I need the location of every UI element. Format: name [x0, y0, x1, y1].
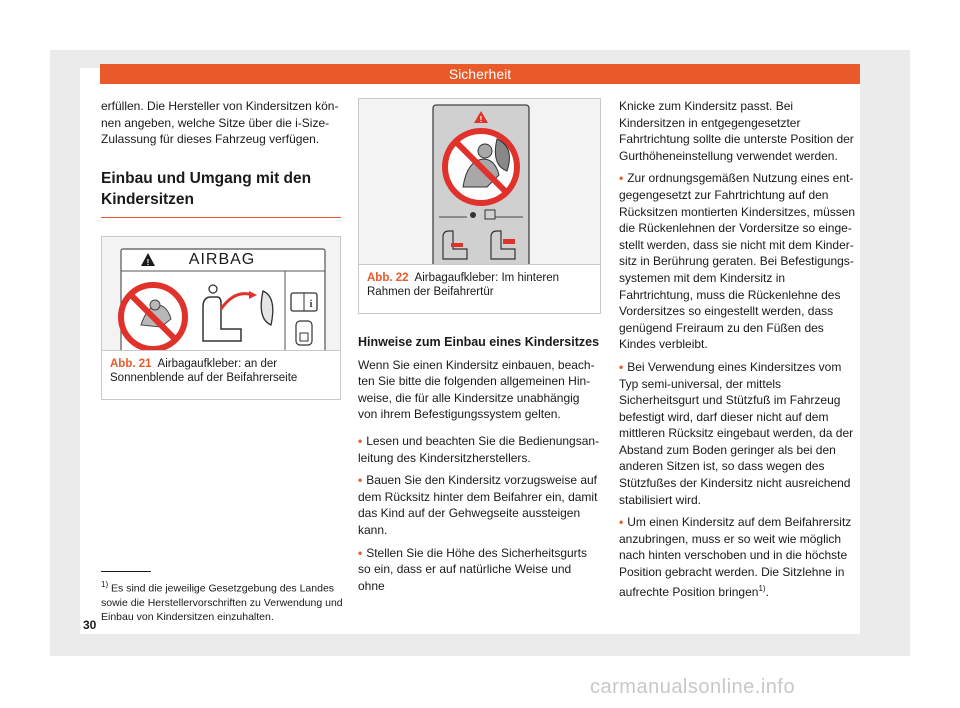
intro-text: erfüllen. Die Hersteller von Kindersitzen können angeben, welche Sitze über die i-Size-Zulassung für dieses Fahrzeug verfügen.	[101, 99, 339, 147]
figure-caption-area	[102, 350, 340, 399]
figure-caption-area	[359, 264, 600, 313]
column-left	[101, 98, 341, 400]
figure-caption-text: Airbagaufkleber: an der Sonnenblende auf der Beifahrerseite	[110, 357, 298, 384]
bullet-icon: •	[358, 473, 363, 488]
bullet-icon: •	[619, 359, 624, 374]
figure-22	[358, 98, 601, 314]
svg-text:!: !	[479, 115, 483, 124]
column-right	[619, 98, 859, 606]
watermark: carmanualsonline.info	[590, 676, 796, 698]
figure-number: Abb. 21	[110, 357, 152, 370]
subsection-heading: Hinweise zum Einbau eines Kindersitzes	[358, 335, 600, 349]
list-item-text: Zur ordnungsgemäßen Nutzung eines entgegengesetzt zur Fahrtrichtung auf den Rücksitzen montierten Kindersitzes, müssen die Rückenlehnen der Vordersitze so eingestellt werden, dass sie nicht mit dem Kindersitz in Berührung geraten. Bei Befestigungssystemen mit dem Kindersitz in Fahrtrichtung, muss die Rückenlehne des Vordersitzes so eingestellt werden, dass genügend Freiraum zu den Füßen des Kindes verbleibt.	[619, 171, 856, 352]
list-item-text: Stellen Sie die Höhe des Sicherheitsgurts so ein, dass er auf natürliche Weise und ohne	[358, 545, 587, 593]
intro-text: Wenn Sie einen Kindersitz einbauen, beachten Sie bitte die folgenden allgemeinen Hinweise, die für alle Kindersitze unabhängig von ihrem Befestigungssystem gelten.	[358, 357, 595, 422]
list-item	[358, 545, 601, 595]
section-heading: Einbau und Umgang mit den Kindersitzen	[101, 168, 341, 218]
sticker-label: AIRBAG	[188, 250, 256, 268]
list-item	[619, 514, 859, 600]
svg-text:i: i	[309, 298, 313, 310]
figure-caption-text: Airbagaufkleber: Im hinteren Rahmen der Beifahrertür	[367, 272, 560, 298]
footnote-text: Es sind die jeweilige Gesetzgebung des Landes sowie die Herstellervorschriften zu Verwendung und Einbau von Kindersitzen einzuhalten.	[101, 582, 343, 623]
list-item-text: Lesen und beachten Sie die Bedienungsanleitung des Kindersitzherstellers.	[358, 433, 600, 465]
figure-number: Abb. 22	[367, 272, 409, 284]
footnote-marker: 1)	[101, 580, 109, 589]
door-frame-sticker-illustration	[359, 99, 600, 277]
sentence-end: .	[765, 584, 769, 599]
figure-caption	[367, 271, 592, 299]
footnote	[101, 578, 346, 624]
figure-caption	[110, 357, 332, 385]
column-middle	[358, 98, 601, 600]
list-item-text: Bauen Sie den Kindersitz vorzugsweise auf dem Rücksitz hinter dem Beifahrer ein, damit das Kind auf der Gehwegseite aussteigen kann.	[358, 473, 598, 537]
list-item	[358, 433, 601, 466]
bullet-icon: •	[619, 515, 624, 530]
bullet-icon: •	[358, 545, 363, 560]
figure-21	[101, 236, 341, 400]
footnote-divider	[101, 571, 151, 572]
section-header: Sicherheit	[100, 64, 860, 84]
svg-text:!: !	[146, 257, 150, 267]
list-item-text: Um einen Kindersitz auf dem Beifahrersitz anzubringen, muss er so weit wie möglich nach hinten verschoben und in die höchste Position gebracht werden. Die Sitzlehne in aufrechte Position bringen	[619, 515, 852, 599]
bullet-icon: •	[619, 171, 624, 186]
page-number: 30	[83, 618, 97, 632]
footnote-reference[interactable]: 1)	[758, 583, 766, 593]
bullet-icon: •	[358, 433, 363, 448]
list-item	[619, 170, 859, 353]
list-item	[619, 359, 859, 508]
continued-text: Knicke zum Kindersitz passt. Bei Kindersitzen in entgegengesetzter Fahrtrichtung sollte die unterste Position der Gurthöheneinstellung verwendet werden.	[619, 99, 854, 163]
list-item	[358, 472, 601, 538]
list-item-text: Bei Verwendung eines Kindersitzes vom Typ semi-universal, der mittels Sicherheitsgurt und Stützfuß im Fahrzeug befestigt wird, darf dieser nicht auf dem mittleren Rücksitz eingebaut werden, da der Abstand zum Boden geringer als bei den anderen Sitzen ist, so dass wegen des Stützfußes der Kindersitz nicht ausreichend stabilisiert wird.	[619, 359, 854, 507]
